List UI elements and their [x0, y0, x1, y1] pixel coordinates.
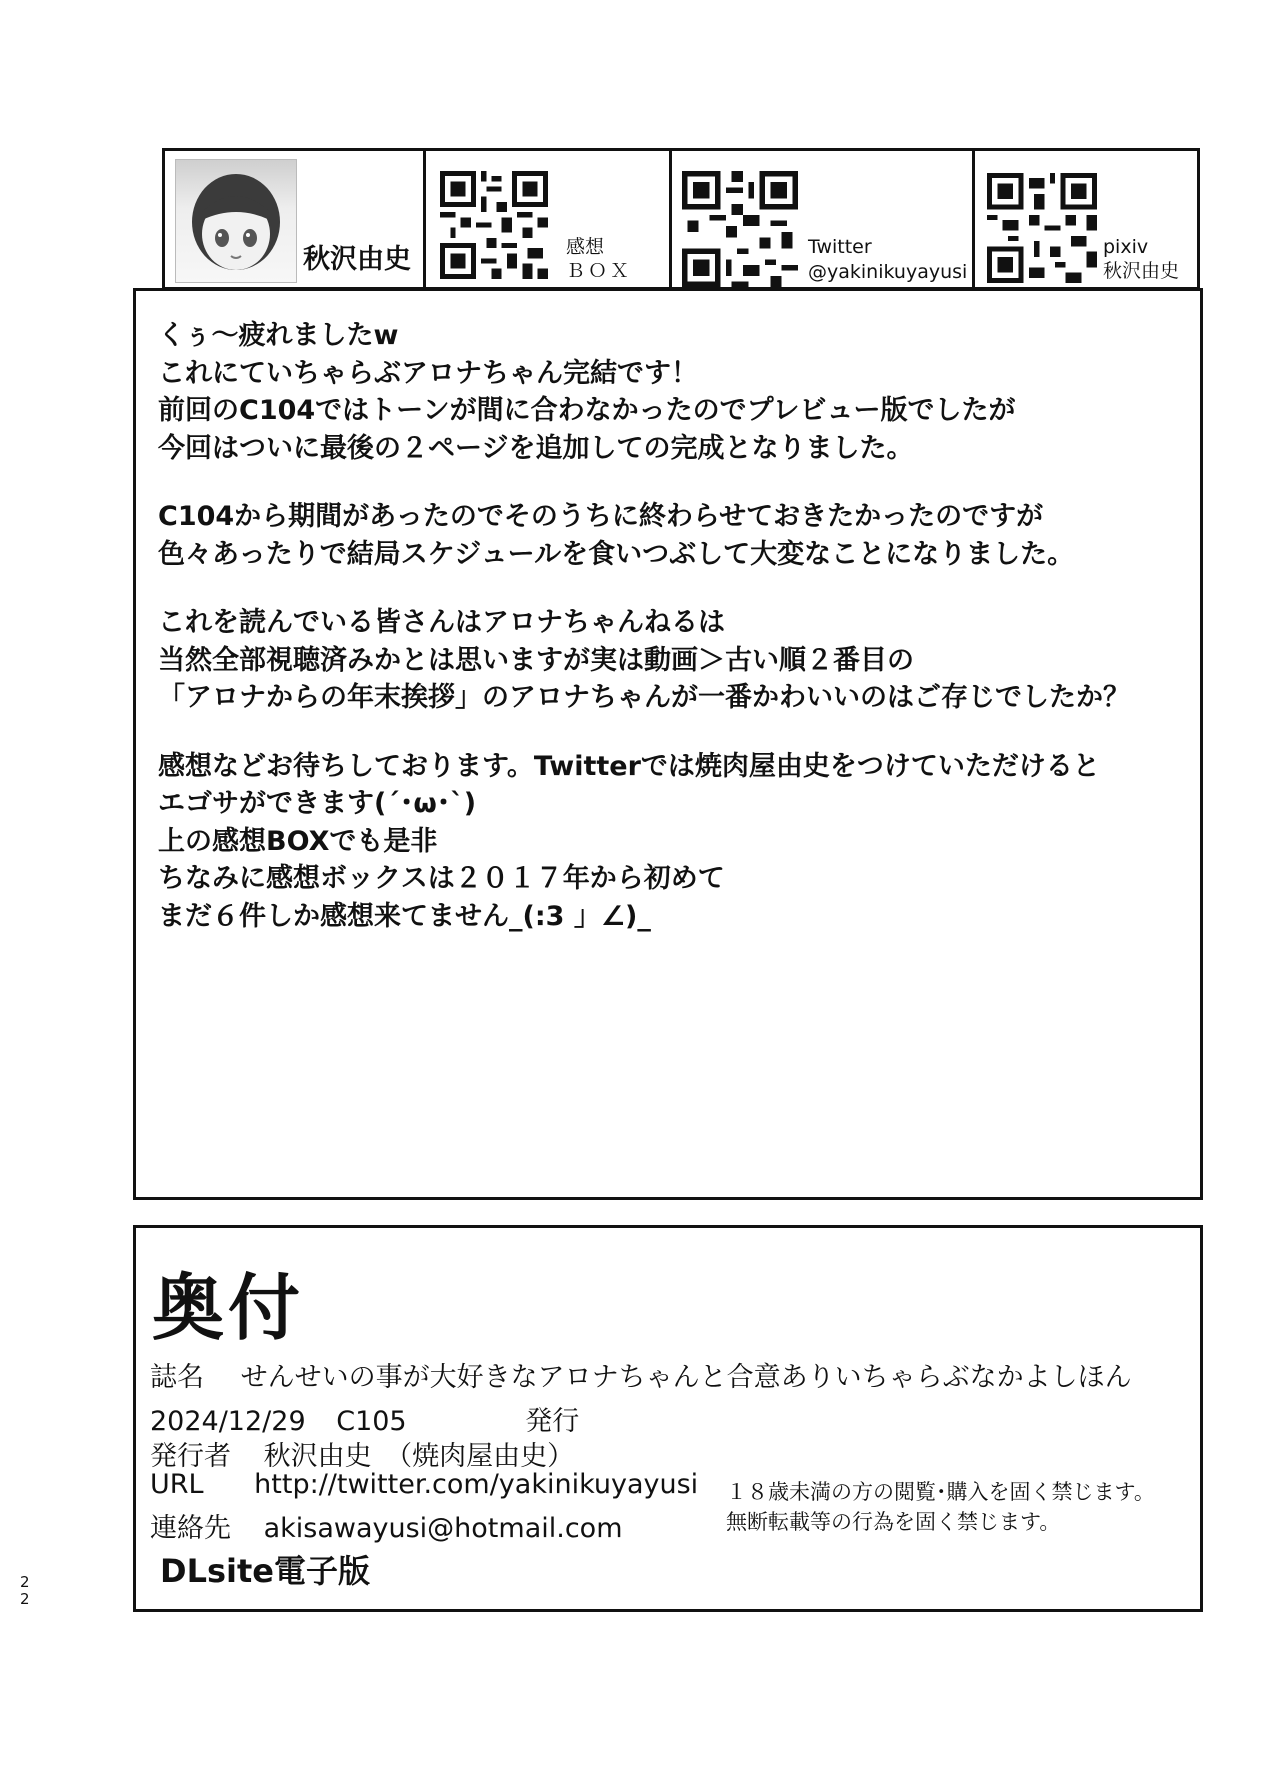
- author-name: 秋沢由史: [303, 244, 411, 275]
- chibi-avatar-icon: [175, 159, 297, 283]
- message-line: 当然全部視聴済みかとは思いますが実は動画＞古い順２番目の: [158, 644, 914, 676]
- qr-code-icon[interactable]: [682, 171, 798, 287]
- afterword-message-box: [133, 288, 1203, 1200]
- qr-caption-pixiv-line1: pixiv: [1103, 236, 1149, 258]
- magazine-value: せんせいの事が大好きなアロナちゃんと合意ありいちゃらぶなかよしほん: [240, 1362, 1132, 1393]
- message-paragraph: [158, 604, 1188, 717]
- author-profile-cell: [162, 148, 426, 290]
- message-line: くぅ～疲れましたw: [158, 320, 399, 351]
- publisher-label: 発行者: [150, 1441, 231, 1472]
- age-restriction-notice: １８歳未満の方の閲覧･購入を固く禁じます。: [726, 1480, 1155, 1504]
- url-label: URL: [150, 1469, 204, 1500]
- issue-row: [150, 1399, 579, 1438]
- message-line: 「アロナからの年末挨拶」のアロナちゃんが一番かわいいのはご存じでしたか？: [158, 682, 1130, 713]
- reprint-prohibition-notice: 無断転載等の行為を固く禁じます。: [726, 1510, 1061, 1534]
- contact-row: [150, 1506, 623, 1545]
- qr-caption-feedback-line1: 感想: [566, 236, 605, 258]
- qr-caption-pixiv-line2: 秋沢由史: [1103, 260, 1180, 282]
- message-paragraph: [158, 317, 1188, 467]
- qr-code-icon[interactable]: [440, 171, 548, 279]
- message-line: 上の感想BOXでも是非: [158, 825, 438, 857]
- message-line: ちなみに感想ボックスは２０１７年から初めて: [158, 863, 725, 894]
- qr-cell-twitter: [669, 148, 975, 290]
- issue-date: 2024/12/29: [150, 1406, 306, 1437]
- qr-caption-twitter-line2[interactable]: @yakinikuyayusi: [808, 261, 968, 283]
- message-line: まだ６件しか感想来てません_(:3 」∠)_: [158, 900, 651, 932]
- colophon-box: [133, 1225, 1203, 1612]
- message-line: C104から期間があったのでそのうちに終わらせておきたかったのですが: [158, 501, 1044, 532]
- message-line: 感想などお待ちしております。Twitterでは焼肉屋由史をつけていただけると: [158, 750, 1100, 782]
- url-row: [150, 1469, 698, 1500]
- afterword-text: [158, 317, 1188, 966]
- qr-cell-feedback-box: [423, 148, 672, 290]
- message-line: これを読んでいる皆さんはアロナちゃんねるは: [158, 607, 725, 638]
- publisher-row: [150, 1434, 574, 1473]
- magazine-label: 誌名: [150, 1362, 204, 1393]
- issue-label: 発行: [525, 1406, 580, 1437]
- message-line: エゴサができます(´･ω･`): [158, 788, 477, 819]
- message-paragraph: [158, 748, 1188, 936]
- page-number-digit: 2: [20, 1590, 30, 1608]
- qr-cell-pixiv: [972, 148, 1200, 290]
- message-line: 色々あったりで結局スケジュールを食いつぶして大変なことになりました。: [158, 538, 1075, 570]
- contact-label: 連絡先: [150, 1513, 231, 1544]
- edition-label: DLsite電子版: [160, 1552, 370, 1590]
- qr-caption-twitter-line1: Twitter: [808, 236, 872, 258]
- issue-event: C105: [336, 1406, 407, 1437]
- url-value[interactable]: http://twitter.com/yakinikuyayusi: [254, 1469, 699, 1500]
- colophon-title: 奥付: [152, 1266, 305, 1350]
- publisher-value: 秋沢由史 （焼肉屋由史）: [263, 1441, 575, 1472]
- message-line: 今回はついに最後の２ページを追加しての完成となりました。: [158, 432, 914, 464]
- contact-value[interactable]: akisawayusi@hotmail.com: [263, 1513, 623, 1544]
- message-paragraph: [158, 498, 1188, 573]
- magazine-row: [150, 1355, 1132, 1394]
- page-number-digit: 2: [20, 1573, 30, 1591]
- qr-caption-feedback-line2: ＢＯＸ: [566, 260, 633, 282]
- qr-code-icon[interactable]: [987, 173, 1097, 283]
- message-line: これにていちゃらぶアロナちゃん完結です！: [158, 357, 698, 389]
- message-line: 前回のC104ではトーンが間に合わなかったのでプレビュー版でしたが: [158, 395, 1016, 426]
